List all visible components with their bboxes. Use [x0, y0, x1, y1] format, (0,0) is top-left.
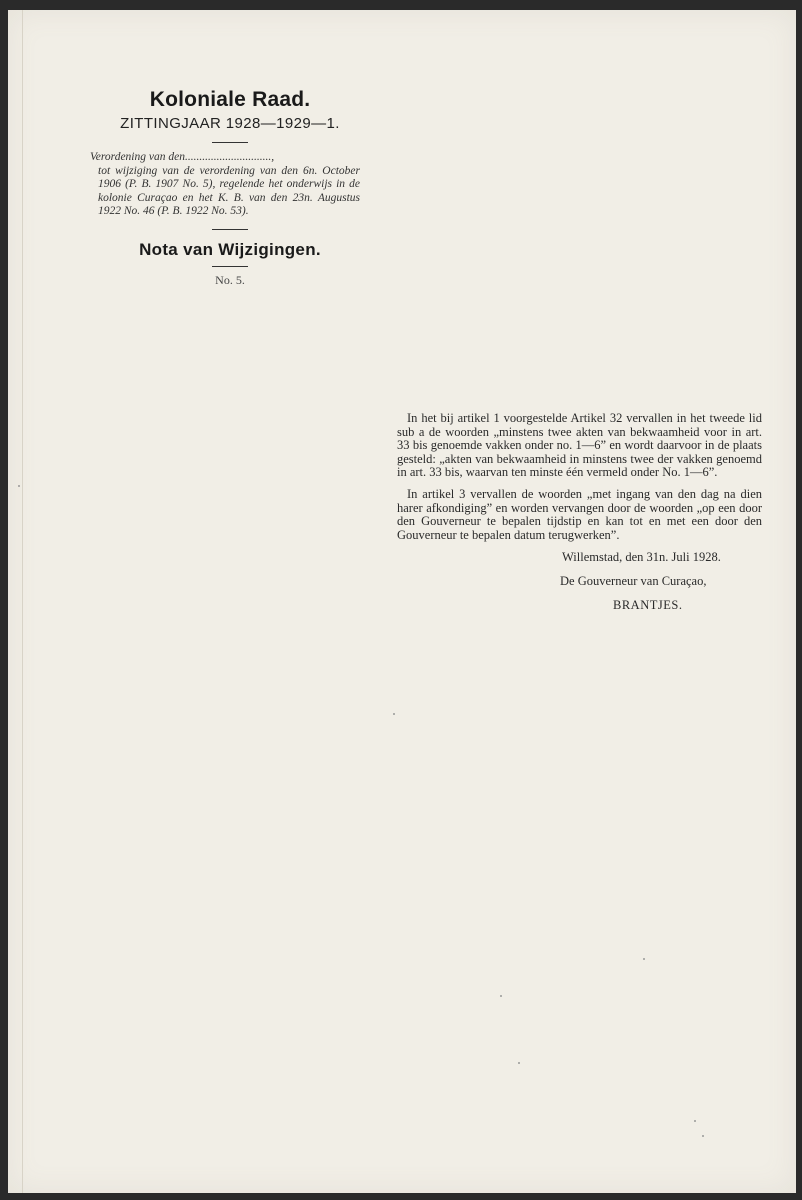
- place-date: Willemstad, den 31n. Juli 1928.: [562, 550, 721, 565]
- paper-speck: [18, 485, 20, 487]
- nota-title: Nota van Wijzigingen.: [139, 239, 321, 259]
- header-column: [90, 88, 370, 288]
- document-page: [8, 10, 796, 1193]
- paper-speck: [518, 1062, 520, 1064]
- session-year: ZITTINGJAAR 1928—1929—1.: [120, 115, 340, 132]
- paper-speck: [702, 1135, 704, 1137]
- divider: [212, 266, 248, 267]
- paper-speck: [643, 958, 645, 960]
- amendment-body: [397, 412, 762, 613]
- council-title: Koloniale Raad.: [149, 88, 311, 111]
- divider: [212, 142, 248, 143]
- ordinance-title-line: Verordening van den..............................,: [90, 151, 275, 163]
- page-fold: [22, 10, 23, 1193]
- paper-speck: [694, 1120, 696, 1122]
- governor-title: De Gouverneur van Curaçao,: [560, 574, 707, 589]
- paper-speck: [393, 713, 395, 715]
- signature: BRANTJES.: [613, 598, 683, 613]
- paper-speck: [500, 995, 502, 997]
- show-through-text: [413, 394, 753, 407]
- amendment-paragraph: In artikel 3 vervallen de woorden „met ingang van den dag na dien harer afkondiging” en worden vervangen door de woorden „op een door den Gouverneur te bepalen tijdstip en kan tot en met een door den Gouverneur te bepalen datum terugwerken”.: [397, 486, 762, 542]
- amendment-paragraph: In het bij artikel 1 voorgestelde Artikel 32 vervallen in het tweede lid sub a de woorden „minstens twee akten van bekwaamheid voor in art. 33 bis genoemde vakken onder no. 1—6” en wordt daarvoor in de plaats gesteld: „akten van bekwaamheid in minstens twee der vakken genoemd in art. 33 bis, waarvan ten minste één vermeld onder No. 1—6”.: [397, 411, 762, 480]
- ordinance-summary: [90, 151, 370, 219]
- divider: [212, 229, 248, 230]
- document-number: No. 5.: [215, 272, 245, 287]
- ordinance-description: tot wijziging van de verordening van den 6n. October 1906 (P. B. 1907 No. 5), regelende het onderwijs in de kolonie Curaçao en het K. B. van den 23n. Augustus 1922 No. 46 (P. B. 1922 No. 53).: [98, 164, 360, 217]
